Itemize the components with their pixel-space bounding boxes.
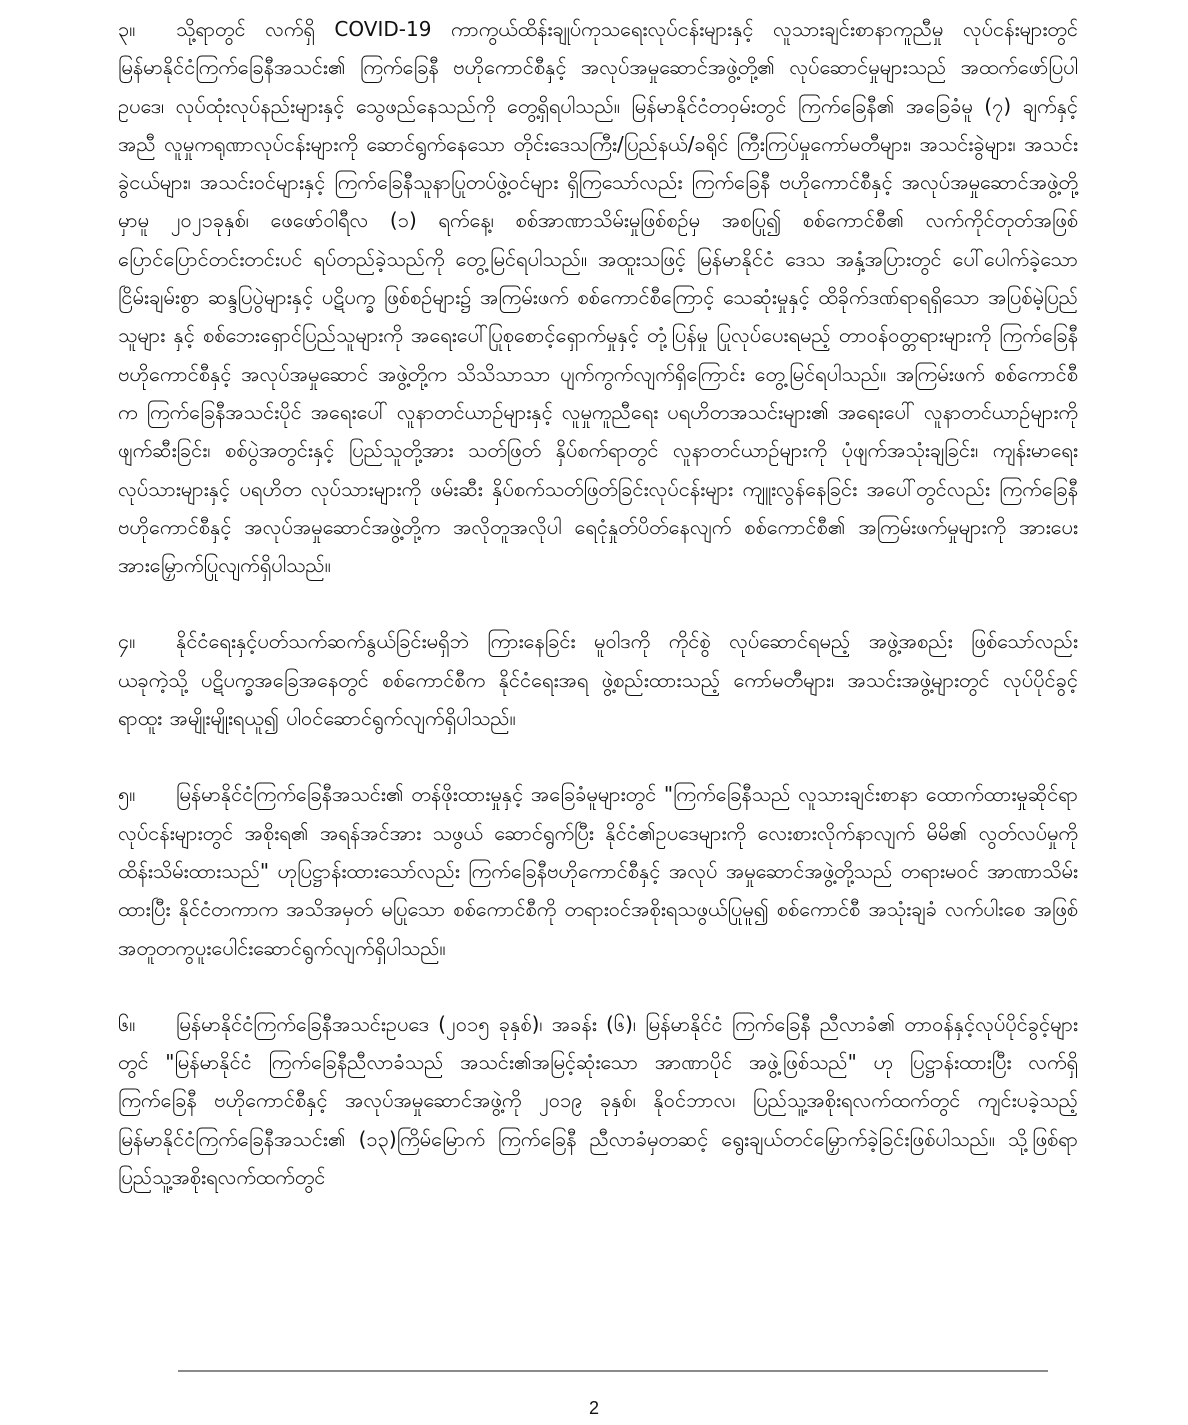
footer-divider xyxy=(178,1370,1048,1372)
paragraph-6 xyxy=(118,1005,1078,1196)
paragraph-number: ၃။ xyxy=(118,17,136,41)
paragraph-text: နိုင်ငံရေးနှင့်ပတ်သက်ဆက်နွယ်ခြင်းမရှိဘဲ ကြားနေခြင်း မူဝါဒကို ကိုင်စွဲ လုပ်ဆောင်ရမည့် အဖွဲ့အစည်း ဖြစ်သော်လည်း ယခုကဲ့သို့ ပဋိပက္ခအခြေအနေတွင် စစ်ကောင်စီက နိုင်ငံရေးအရ ဖွဲ့စည်းထားသည့် ကော်မတီများ၊ အသင်းအဖွဲ့များတွင် လုပ်ပိုင်ခွင့်ရာထူး အမျိုးမျိုးရယူ၍ ပါဝင်ဆောင်ရွက်လျက်ရှိပါသည်။ xyxy=(118,629,1078,731)
paragraph-number: ၆။ xyxy=(118,1011,136,1036)
paragraph-number: ၄။ xyxy=(118,629,136,654)
paragraph-text: မြန်မာနိုင်ငံကြက်ခြေနီအသင်း၏ တန်ဖိုးထားမှုနှင့် အခြေခံမူများတွင် "ကြက်ခြေနီသည် လူသားချင်းစာနာ ထောက်ထားမှုဆိုင်ရာ လုပ်ငန်းများတွင် အစိုးရ၏ အရန်အင်အား သဖွယ် ဆောင်ရွက်ပြီး နိုင်ငံ၏ဥပဒေများကို လေးစားလိုက်နာလျက် မိမိ၏ လွတ်လပ်မှုကို ထိန်းသိမ်းထားသည်" ဟုပြဋ္ဌာန်းထားသော်လည်း ကြက်ခြေနီဗဟိုကောင်စီနှင့် အလုပ် အမှုဆောင်အဖွဲ့တို့သည် တရားမဝင် အာဏာသိမ်းထားပြီး နိုင်ငံတကာက အသိအမှတ် မပြုသော စစ်ကောင်စီကို တရားဝင်အစိုးရသဖွယ်ပြုမူ၍ စစ်ကောင်စီ အသုံးချခံ လက်ပါးစေ အဖြစ် အတူတကွပူးပေါင်းဆောင်ရွက်လျက်ရှိပါသည်။ xyxy=(118,782,1078,960)
page-number: 2 xyxy=(588,1398,599,1418)
paragraph-text: သို့ရာတွင် လက်ရှိ COVID-19 ကာကွယ်ထိန်းချုပ်ကုသရေးလုပ်ငန်းများနှင့် လူသားချင်းစာနာကူညီမှု လုပ်ငန်းများတွင် မြန်မာနိုင်ငံကြက်ခြေနီအသင်း၏ ကြက်ခြေနီ ဗဟိုကောင်စီနှင့် အလုပ်အမှုဆောင်အဖွဲ့တို့၏ လုပ်ဆောင်မှုများသည် အထက်ဖော်ပြပါ ဥပဒေ၊ လုပ်ထုံးလုပ်နည်းများနှင့် သွေဖည်နေသည်ကို တွေ့ရှိရပါသည်။ မြန်မာနိုင်ငံတဝှမ်းတွင် ကြက်ခြေနီ၏ အခြေခံမူ (၇) ချက်နှင့်အညီ လူမှုကရုဏာလုပ်ငန်းများကို ဆောင်ရွက်နေသော တိုင်းဒေသကြီး/ပြည်နယ်/ခရိုင် ကြီးကြပ်မှုကော်မတီများ၊ အသင်းခွဲများ၊ အသင်းခွဲငယ်များ၊ အသင်းဝင်များနှင့် ကြက်ခြေနီသူနာပြုတပ်ဖွဲ့ဝင်များ ရှိကြသော်လည်း ကြက်ခြေနီ ဗဟိုကောင်စီနှင့် အလုပ်အမှုဆောင်အဖွဲ့တို့မှာမူ ၂၀၂၁ခုနှစ်၊ ဖေဖော်ဝါရီလ (၁) ရက်နေ့၊ စစ်အာဏာသိမ်းမှုဖြစ်စဉ်မှ အစပြု၍ စစ်ကောင်စီ၏ လက်ကိုင်တုတ်အဖြစ် ပြောင်ပြောင်တင်းတင်းပင် ရပ်တည်ခဲ့သည်ကို တွေ့မြင်ရပါသည်။ အထူးသဖြင့် မြန်မာနိုင်ငံ ဒေသ အနှံ့အပြားတွင် ပေါ်ပေါက်ခဲ့သော ငြိမ်းချမ်းစွာ ဆန္ဒပြပွဲများနှင့် ပဋိပက္ခ ဖြစ်စဉ်များ၌ အကြမ်းဖက် စစ်ကောင်စီကြောင့် သေဆုံးမှုနှင့် ထိခိုက်ဒဏ်ရာရရှိသော အပြစ်မဲ့ပြည်သူများ နှင့် စစ်ဘေးရှောင်ပြည်သူများကို အရေးပေါ်ပြုစုစောင့်ရှောက်မှုနှင့် တုံ့ပြန်မှု ပြုလုပ်ပေးရမည့် တာဝန်ဝတ္တရားများကို ကြက်ခြေနီ ဗဟိုကောင်စီနှင့် အလုပ်အမှုဆောင် အဖွဲ့တို့က သိသိသာသာ ပျက်ကွက်လျက်ရှိကြောင်း တွေ့မြင်ရပါသည်။ အကြမ်းဖက် စစ်ကောင်စီက ကြက်ခြေနီအသင်းပိုင် အရေးပေါ် လူနာတင်ယာဉ်များနှင့် လူမှုကူညီရေး ပရဟိတအသင်းများ၏ အရေးပေါ် လူနာတင်ယာဉ်များကို ဖျက်ဆီးခြင်း၊ စစ်ပွဲအတွင်းနှင့် ပြည်သူတို့အား သတ်ဖြတ် နှိပ်စက်ရာတွင် လူနာတင်ယာဉ်များကို ပုံဖျက်အသုံးချခြင်း၊ ကျန်းမာရေးလုပ်သားများနှင့် ပရဟိတ လုပ်သားများကို ဖမ်းဆီး နှိပ်စက်သတ်ဖြတ်ခြင်းလုပ်ငန်းများ ကျူးလွန်နေခြင်း အပေါ်တွင်လည်း ကြက်ခြေနီ ဗဟိုကောင်စီနှင့် အလုပ်အမှုဆောင်အဖွဲ့တို့က အလိုတူအလိုပါ ရေငုံနှုတ်ပိတ်နေလျက် စစ်ကောင်စီ၏ အကြမ်းဖက်မှုများကို အားပေး အားမြှောက်ပြုလျက်ရှိပါသည်။ xyxy=(118,17,1078,578)
paragraph-4 xyxy=(118,622,1078,737)
document-body xyxy=(118,10,1078,1196)
paragraph-5 xyxy=(118,775,1078,966)
paragraph-text: မြန်မာနိုင်ငံကြက်ခြေနီအသင်းဥပဒေ (၂၀၁၅ ခုနှစ်)၊ အခန်း (၆)၊ မြန်မာနိုင်ငံ ကြက်ခြေနီ ညီလာခံ၏ တာဝန်နှင့်လုပ်ပိုင်ခွင့်များတွင် "မြန်မာနိုင်ငံ ကြက်ခြေနီညီလာခံသည် အသင်း၏အမြင့်ဆုံးသော အာဏာပိုင် အဖွဲ့ဖြစ်သည်" ဟု ပြဋ္ဌာန်းထားပြီး လက်ရှိ ကြက်ခြေနီ ဗဟိုကောင်စီနှင့် အလုပ်အမှုဆောင်အဖွဲ့ကို ၂၀၁၉ ခုနှစ်၊ နိုဝင်ဘာလ၊ ပြည်သူ့အစိုးရလက်ထက်တွင် ကျင်းပခဲ့သည့် မြန်မာနိုင်ငံကြက်ခြေနီအသင်း၏ (၁၃)ကြိမ်မြောက် ကြက်ခြေနီ ညီလာခံမှတဆင့် ရွေးချယ်တင်မြှောက်ခဲ့ခြင်းဖြစ်ပါသည်။ သို့ဖြစ်ရာ ပြည်သူ့အစိုးရလက်ထက်တွင် xyxy=(118,1011,1078,1190)
paragraph-number: ၅။ xyxy=(118,782,136,807)
paragraph-3 xyxy=(118,10,1078,584)
